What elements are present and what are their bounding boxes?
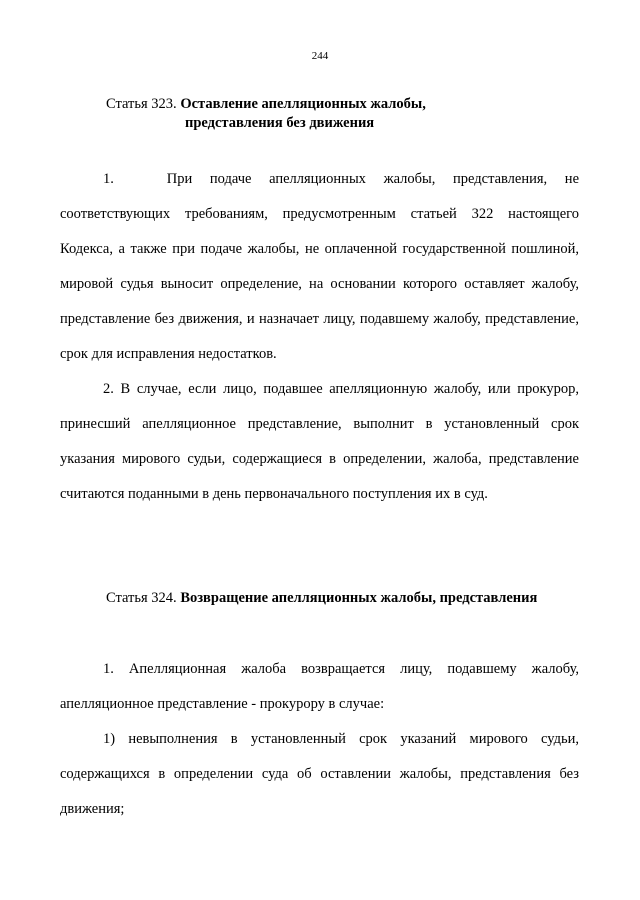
article-323-paragraph-1: 1. При подаче апелляционных жалобы, представления, не соответствующих требованиям, предусмотренным статьей 322 настоящего Кодекса, а также при подаче жалобы, не оплаченной государственной пошлиной, мировой судья выносит определение, на основании которого оставляет жалобу, представление без движения, и назначает лицу, подавшему жалобу, представление, срок для исправления недостатков. — [60, 171, 579, 362]
page-number: 244 — [311, 50, 329, 62]
article-324-paragraph-1: 1. Апелляционная жалоба возвращается лицу, подавшему жалобу, апелляционное представление - прокурору в случае: — [60, 661, 579, 712]
article-324-paragraph-2: 1) невыполнения в установленный срок указаний мирового судьи, содержащихся в определении суда об оставлении жалобы, представления без движения; — [60, 731, 579, 817]
article-324-body — [60, 652, 579, 827]
article-323-body — [60, 162, 579, 512]
article-323-paragraph-2: 2. В случае, если лицо, подавшее апелляционную жалобу, или прокурор, принесший апелляционное представление, выполнит в установленный срок указания мирового судьи, содержащиеся в определении, жалоба, представление считаются поданными в день первоначального поступления их в суд. — [60, 381, 579, 502]
article-323-heading — [106, 95, 586, 133]
article-324-heading — [106, 589, 586, 608]
article-324-title: Возвращение апелляционных жалобы, представления — [180, 590, 538, 606]
article-323-title-line2: представления без движения — [185, 115, 375, 131]
article-323-title-line1: Оставление апелляционных жалобы, — [180, 96, 426, 112]
article-323-label: Статья 323. — [106, 96, 177, 112]
article-324-label: Статья 324. — [106, 590, 177, 606]
